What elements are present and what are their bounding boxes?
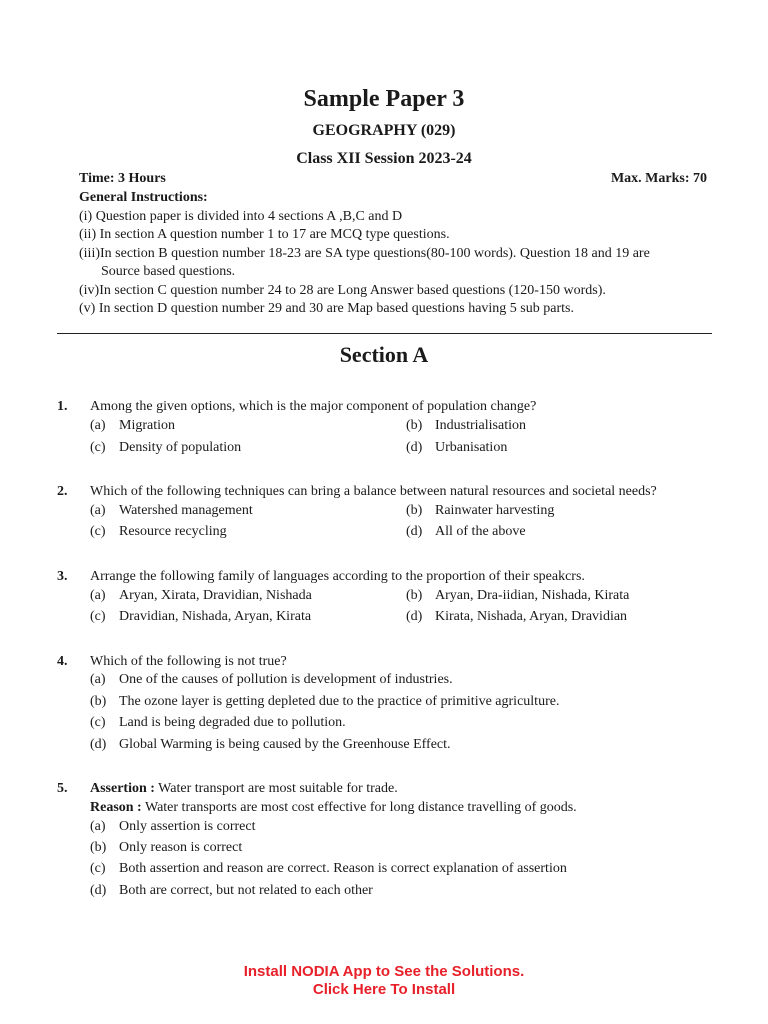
horizontal-divider [57,333,712,334]
install-app-link[interactable]: Install NODIA App to See the Solutions. [243,963,525,980]
assertion-statement: Water transport are most suitable for trade. [154,781,398,796]
reason-statement: Water transports are most cost effective for long distance travelling of goods. [141,800,577,815]
option-a [90,503,253,519]
reason-label: Reason : [90,800,142,815]
option-text: Both are correct, but not related to each other [119,883,373,898]
option-c [90,440,241,456]
option-text: Density of population [119,440,242,455]
assertion-text [90,781,398,797]
option-b [406,588,629,604]
option-letter: (c) [90,440,106,455]
option-text: Both assertion and reason are correct. Reason is correct explanation of assertion [119,861,567,876]
option-letter: (d) [90,737,107,752]
option-c [90,524,227,540]
question-number: 2. [57,484,68,499]
reason-text [90,800,577,816]
time-label: Time: 3 Hours [79,171,166,186]
option-text: Watershed management [119,503,253,518]
general-instructions [79,189,713,319]
instruction-item: (i) Question paper is divided into 4 sections A ,B,C and D [79,208,403,224]
option-b [406,503,554,519]
option-letter: (c) [90,524,106,539]
instruction-item: Source based questions. [101,264,236,279]
question-text: Which of the following techniques can bring a balance between natural resources and societal needs? [90,484,657,499]
question-text: Arrange the following family of languages according to the proportion of their speakcrs. [90,569,585,584]
option-letter: (a) [90,418,106,433]
option-text: Global Warming is being caused by the Greenhouse Effect. [119,737,451,752]
option-b [90,840,242,856]
option-c [90,715,346,731]
option-a [90,672,453,688]
option-text: Aryan, Dra-iidian, Nishada, Kirata [435,588,630,603]
option-text: The ozone layer is getting depleted due to the practice of primitive agriculture. [119,694,560,709]
paper-title: Sample Paper 3 [303,86,465,112]
instruction-item: (iv)In section C question number 24 to 28 are Long Answer based questions (120-150 words). [79,282,606,298]
option-text: Migration [119,418,175,433]
option-d [90,737,451,753]
click-to-install-link[interactable]: Click Here To Install [312,981,456,998]
option-text: All of the above [435,524,526,539]
option-c [90,609,311,625]
option-a [90,418,175,434]
option-b [90,694,559,710]
assertion-label: Assertion : [90,781,155,796]
option-letter: (a) [90,672,106,687]
option-d [406,609,627,625]
option-letter: (b) [406,418,423,433]
option-text: Resource recycling [119,524,227,539]
option-letter: (d) [406,440,423,455]
question-number: 4. [57,654,68,669]
option-letter: (d) [406,609,423,624]
instruction-item: (ii) In section A question number 1 to 17 are MCQ type questions. [79,227,450,242]
class-session-heading: Class XII Session 2023-24 [296,150,472,167]
question-text: Which of the following is not true? [90,654,287,669]
option-text: Dravidian, Nishada, Aryan, Kirata [119,609,312,624]
option-text: Rainwater harvesting [435,503,555,518]
option-a [90,588,312,604]
instruction-item: (v) In section D question number 29 and 30 are Map based questions having 5 sub parts. [79,301,574,316]
instruction-item: (iii)In section B question number 18-23 are SA type questions(80-100 words). Question 18 and 19 are [79,245,650,261]
option-letter: (d) [90,883,107,898]
max-marks-label: Max. Marks: 70 [610,171,707,186]
section-title: Section A [339,342,429,367]
option-letter: (b) [406,588,423,603]
option-letter: (a) [90,819,106,834]
option-text: Only assertion is correct [119,819,256,834]
option-letter: (a) [90,503,106,518]
option-letter: (c) [90,715,106,730]
option-text: Aryan, Xirata, Dravidian, Nishada [119,588,312,603]
option-text: Land is being degraded due to pollution. [119,715,346,730]
option-d [406,440,507,456]
option-letter: (b) [90,840,107,855]
option-letter: (d) [406,524,423,539]
instructions-heading: General Instructions: [79,190,208,205]
option-a [90,819,255,835]
option-letter: (c) [90,861,106,876]
option-d [406,524,526,540]
option-text: One of the causes of pollution is development of industries. [119,672,453,687]
option-letter: (b) [90,694,107,709]
option-b [406,418,526,434]
question-number: 3. [57,569,68,584]
option-letter: (b) [406,503,423,518]
option-text: Kirata, Nishada, Aryan, Dravidian [435,609,628,624]
option-d [90,883,373,899]
option-text: Only reason is correct [119,840,243,855]
question-text: Among the given options, which is the major component of population change? [90,399,537,414]
install-app-banner[interactable] [0,963,768,999]
subject-heading: GEOGRAPHY (029) [312,122,456,139]
question-number: 5. [57,781,68,796]
option-letter: (c) [90,609,106,624]
option-text: Industrialisation [435,418,526,433]
option-text: Urbanisation [435,440,508,455]
option-c [90,861,567,877]
question-number: 1. [57,399,68,414]
option-letter: (a) [90,588,106,603]
